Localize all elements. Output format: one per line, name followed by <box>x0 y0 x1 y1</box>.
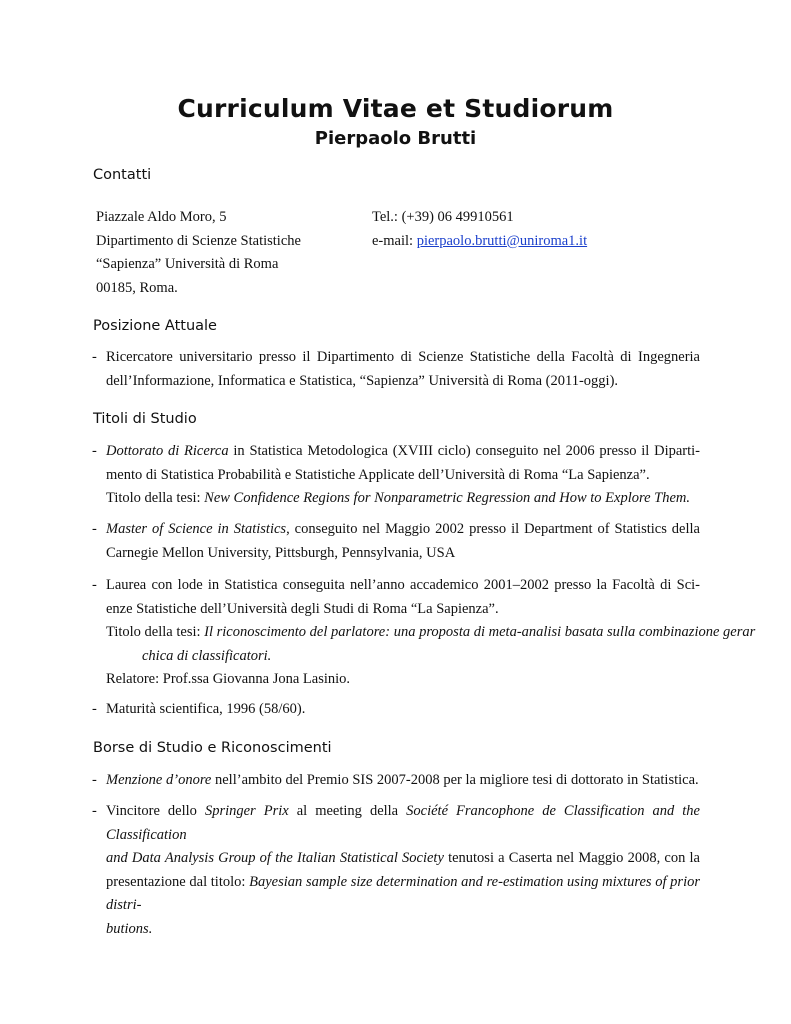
bullet-dash: - <box>92 701 97 717</box>
award-society: Société Francophone de Classification and the Classification <box>106 803 700 843</box>
award-text: tenutosi a Caserta nel Maggio 2008, con la <box>443 850 700 866</box>
laurea-line: enze Statistiche dell’Università degli Studi di Roma “La Sapienza”. <box>106 600 499 617</box>
bullet-dash: - <box>92 803 97 819</box>
list-item-phd <box>92 440 700 511</box>
document-title: Curriculum Vitae et Studiorum <box>177 94 614 123</box>
author-name: Pierpaolo Brutti <box>314 128 477 149</box>
laurea-advisor: Relatore: Prof.ssa Giovanna Jona Lasinio. <box>106 671 351 687</box>
maturita-text: Maturità scientifica, 1996 (58/60). <box>106 701 306 717</box>
address-line: 00185, Roma. <box>96 279 178 296</box>
bullet-dash: - <box>92 577 97 593</box>
laurea-thesis-title: Il riconoscimento del parlatore: una proposta di meta-analisi basata sulla combinazione gerar <box>204 624 756 640</box>
award-line <box>106 871 700 918</box>
phone-number: Tel.: (+39) 06 49910561 <box>372 209 514 225</box>
laurea-line: Laurea con lode in Statistica conseguita nell’anno accademico 2001–2002 presso la Facoltà di Sci- <box>106 577 700 593</box>
address-line: Piazzale Aldo Moro, 5 <box>96 209 227 225</box>
phd-text: in Statistica Metodologica (XVIII ciclo) conseguito nel 2006 presso il Diparti- <box>228 443 700 459</box>
award-text: nell’ambito del Premio SIS 2007-2008 per la migliore tesi di dottorato in Statistica. <box>211 772 699 788</box>
award-text: al meeting della <box>288 803 407 819</box>
email-label: e-mail: <box>372 232 417 249</box>
position-line: Ricercatore universitario presso il Dipartimento di Scienze Statistiche della Facoltà di Ingegneria <box>106 349 700 365</box>
bullet-dash: - <box>92 772 97 788</box>
award-text: Vincitore dello <box>106 803 205 819</box>
laurea-thesis-continued <box>106 645 700 669</box>
list-item-laurea <box>92 574 756 692</box>
bullet-dash: - <box>92 443 97 459</box>
section-heading-contacts: Contatti <box>93 167 152 183</box>
list-item-award-sis <box>92 769 700 793</box>
list-item-maturita <box>92 698 700 722</box>
award-society: and Data Analysis Group of the Italian Statistical Society <box>106 850 444 866</box>
list-item-award-springer <box>92 800 700 941</box>
award-line <box>106 800 700 847</box>
award-line <box>106 847 700 871</box>
phd-thesis <box>106 487 700 511</box>
bullet-dash: - <box>92 349 97 365</box>
bullet-dash: - <box>92 521 97 537</box>
phd-line: mento di Statistica Probabilità e Statistiche Applicate dell’Università di Roma “La Sapienza”. <box>106 466 650 483</box>
address-block <box>96 206 301 300</box>
laurea-thesis <box>106 621 756 645</box>
list-item-position <box>92 346 700 393</box>
section-heading-awards: Borse di Studio e Riconoscimenti <box>93 740 332 756</box>
award-talk-title-end: butions. <box>106 920 153 937</box>
master-line: Carnegie Mellon University, Pittsburgh, Pennsylvania, USA <box>106 544 456 561</box>
award-prize: Springer Prix <box>204 803 289 819</box>
email-line <box>372 230 587 254</box>
section-heading-studies: Titoli di Studio <box>93 411 197 427</box>
address-line: “Sapienza” Università di Roma <box>96 256 279 272</box>
master-degree: Master of Science in Statistics <box>106 521 287 537</box>
position-line: dell’Informazione, Informatica e Statistica, “Sapienza” Università di Roma (2011-oggi). <box>106 372 619 389</box>
award-talk-title: Bayesian sample size determination and re-estimation using mixtures of prior distri- <box>106 873 700 913</box>
email-link[interactable]: pierpaolo.brutti@uniroma1.it <box>416 232 588 249</box>
phone-email-block <box>372 206 587 253</box>
award-line <box>106 769 700 793</box>
phd-degree: Dottorato di Ricerca <box>106 443 229 459</box>
award-name: Menzione d’onore <box>106 772 212 788</box>
section-heading-position: Posizione Attuale <box>93 318 217 334</box>
award-line <box>106 918 700 942</box>
award-text: presentazione dal titolo: <box>106 873 250 890</box>
address-line: Dipartimento di Scienze Statistiche <box>96 232 301 249</box>
list-item-master <box>92 518 700 565</box>
laurea-thesis-title-end: chica di classificatori. <box>142 647 272 664</box>
phd-thesis-title: New Confidence Regions for Nonparametric Regression and How to Explore Them. <box>204 490 690 506</box>
thesis-label: Titolo della tesi: <box>106 490 205 506</box>
phd-line <box>106 440 700 464</box>
thesis-label: Titolo della tesi: <box>106 624 205 640</box>
master-text: , conseguito nel Maggio 2002 presso il Department of Statistics della <box>286 521 700 537</box>
master-line <box>106 518 700 542</box>
